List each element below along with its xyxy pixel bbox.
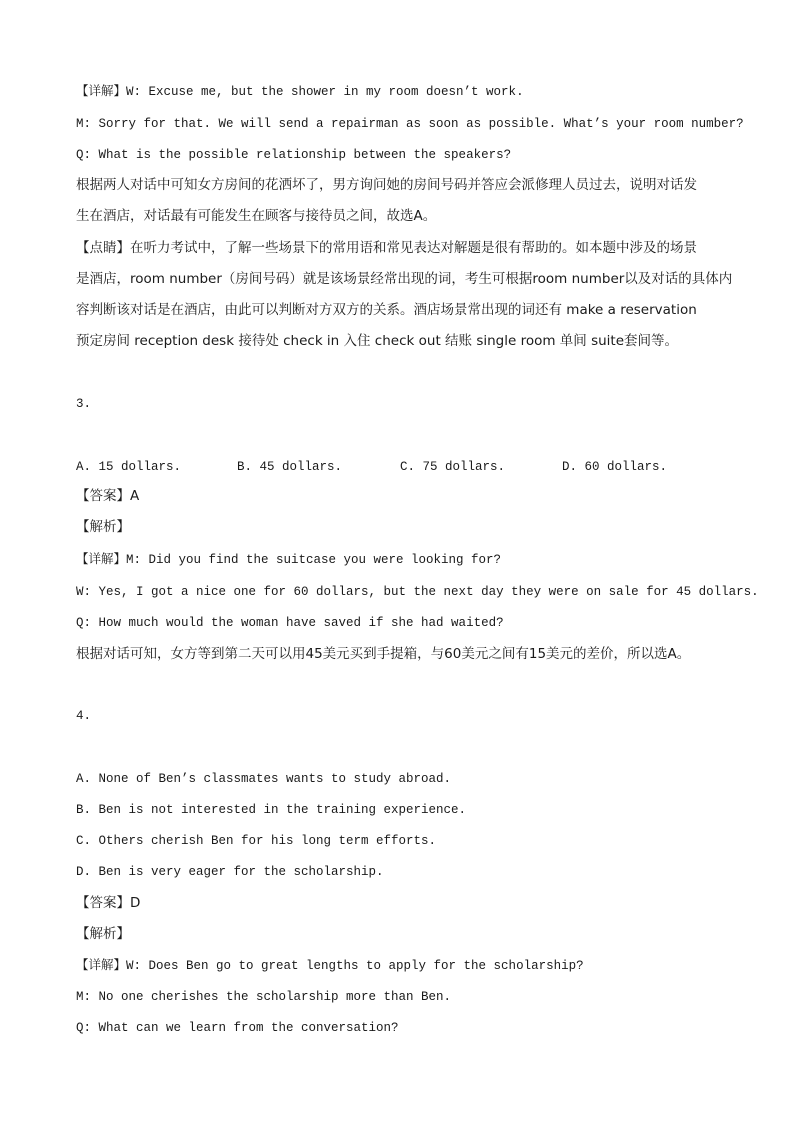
q3-analysis-line-1: 根据对话可知，女方等到第二天可以用45美元买到手提箱，与60美元之间有15美元的差价，所以选A。 xyxy=(76,646,691,662)
q3-number: 3. xyxy=(76,397,92,411)
q3-option-a: A. 15 dollars. xyxy=(76,460,182,474)
q4-answer: 【答案】D xyxy=(76,895,141,911)
q4-detail-line-3: Q: What can we learn from the conversation? xyxy=(76,1021,399,1035)
q4-analysis-heading: 【解析】 xyxy=(76,926,130,942)
q3-detail-line-3: Q: How much would the woman have saved if she had waited? xyxy=(76,616,504,630)
q2-tip-line-3: 容判断该对话是在酒店，由此可以判断对方双方的关系。酒店场景常出现的词还有 make a reservation xyxy=(76,302,697,318)
q2-detail-line-1: 【详解】W: Excuse me, but the shower in my room doesn’t work. xyxy=(76,85,524,99)
q3-answer: 【答案】A xyxy=(76,488,140,504)
q2-tip-line-4: 预定房间 reception desk 接待处 check in 入住 check out 结账 single room 单间 suite套间等。 xyxy=(76,333,679,349)
q3-analysis-heading: 【解析】 xyxy=(76,519,130,535)
q2-analysis-line-1: 根据两人对话中可知女方房间的花洒坏了，男方询问她的房间号码并答应会派修理人员过去，说明对话发 xyxy=(76,177,697,193)
q4-detail-line-1: 【详解】W: Does Ben go to great lengths to apply for the scholarship? xyxy=(76,959,584,973)
q4-option-c: C. Others cherish Ben for his long term efforts. xyxy=(76,834,437,848)
q3-detail-line-2: W: Yes, I got a nice one for 60 dollars, but the next day they were on sale for 45 dollars. xyxy=(76,585,759,599)
q2-detail-line-3: Q: What is the possible relationship between the speakers? xyxy=(76,148,512,162)
q3-option-d: D. 60 dollars. xyxy=(562,460,668,474)
q2-analysis-line-2: 生在酒店，对话最有可能发生在顾客与接待员之间，故选A。 xyxy=(76,208,437,224)
q4-option-b: B. Ben is not interested in the training experience. xyxy=(76,803,467,817)
q3-detail-line-1: 【详解】M: Did you find the suitcase you were looking for? xyxy=(76,553,502,567)
q3-option-c: C. 75 dollars. xyxy=(400,460,506,474)
q4-number: 4. xyxy=(76,709,92,723)
q4-option-a: A. None of Ben’s classmates wants to study abroad. xyxy=(76,772,452,786)
q2-tip-line-2: 是酒店，room number（房间号码）就是该场景经常出现的词，考生可根据room number以及对话的具体内 xyxy=(76,271,733,287)
q3-option-b: B. 45 dollars. xyxy=(237,460,343,474)
q2-tip-line-1: 【点睛】在听力考试中，了解一些场景下的常用语和常见表达对解题是很有帮助的。如本题中涉及的场景 xyxy=(76,240,697,256)
q4-option-d: D. Ben is very eager for the scholarship. xyxy=(76,865,384,879)
q2-detail-line-2: M: Sorry for that. We will send a repairman as soon as possible. What’s your room number? xyxy=(76,117,744,131)
q4-detail-line-2: M: No one cherishes the scholarship more than Ben. xyxy=(76,990,452,1004)
